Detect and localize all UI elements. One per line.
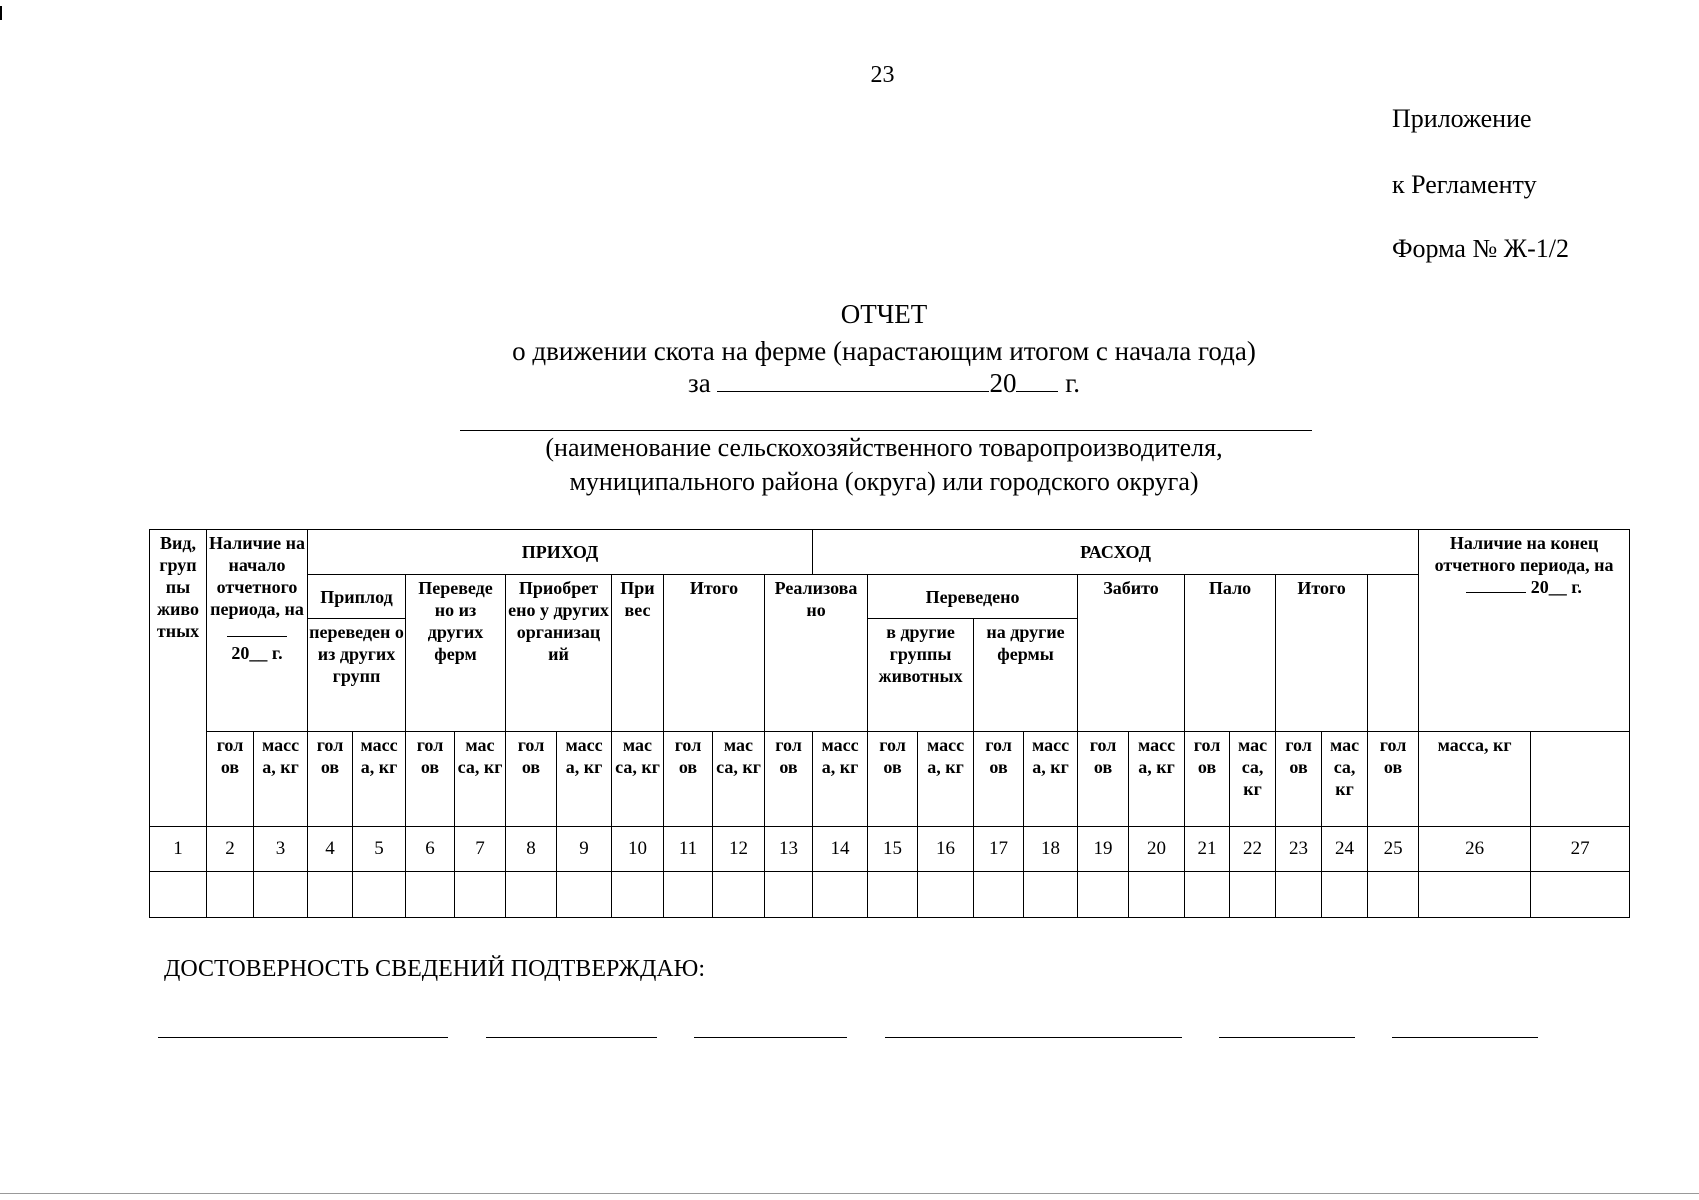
column-number: 22 xyxy=(1230,827,1276,872)
column-number-row xyxy=(150,827,1630,872)
unit-mass: мас са, кг xyxy=(1322,732,1368,827)
header-sold: Реализова но xyxy=(765,575,868,732)
unit-heads: гол ов xyxy=(868,732,918,827)
unit-heads: гол ов xyxy=(1078,732,1129,827)
column-number: 23 xyxy=(1276,827,1322,872)
producer-caption-line2: муниципального района (округа) или городского округа) xyxy=(569,467,1199,496)
empty-cell xyxy=(1078,872,1129,918)
column-number: 16 xyxy=(918,827,974,872)
empty-cell xyxy=(1276,872,1322,918)
empty-cell xyxy=(506,872,557,918)
unit-mass: мас са, кг xyxy=(455,732,506,827)
unit-heads: гол ов xyxy=(1185,732,1230,827)
table-row xyxy=(150,872,1630,918)
livestock-movement-table xyxy=(149,529,1630,918)
unit-mass: масс а, кг xyxy=(353,732,406,827)
empty-cell xyxy=(1024,872,1078,918)
report-subtitle: о движении скота на ферме (нарастающим итогом с начала года) xyxy=(512,336,1256,366)
scan-edge-mark xyxy=(0,6,2,20)
empty-cell xyxy=(1129,872,1185,918)
column-number: 25 xyxy=(1368,827,1419,872)
empty-cell xyxy=(1230,872,1276,918)
column-number: 12 xyxy=(713,827,765,872)
column-number: 26 xyxy=(1419,827,1531,872)
opening-year: 20__ г. xyxy=(231,643,283,663)
opening-date-blank xyxy=(227,620,287,637)
empty-cell xyxy=(664,872,713,918)
column-number: 1 xyxy=(150,827,207,872)
header-transferred-in: Переведе но из других ферм xyxy=(406,575,506,732)
column-number: 15 xyxy=(868,827,918,872)
report-period xyxy=(0,368,1699,399)
unit-heads: гол ов xyxy=(1276,732,1322,827)
column-number: 20 xyxy=(1129,827,1185,872)
unit-heads: гол ов xyxy=(664,732,713,827)
header-offspring: Приплод xyxy=(308,575,406,619)
page-number: 23 xyxy=(870,62,895,88)
closing-year: 20__ г. xyxy=(1530,577,1582,597)
header-expense-total: Итого xyxy=(1276,575,1368,732)
unit-mass: масс а, кг xyxy=(1024,732,1078,827)
unit-heads: гол ов xyxy=(765,732,813,827)
column-number: 24 xyxy=(1322,827,1368,872)
empty-cell xyxy=(1419,872,1531,918)
period-suffix: г. xyxy=(1065,368,1080,398)
unit-heads: гол ов xyxy=(506,732,557,827)
header-offspring-sub: переведен о из других групп xyxy=(308,619,406,732)
producer-name-line xyxy=(460,430,1312,431)
empty-cell xyxy=(207,872,254,918)
page-bottom-edge xyxy=(0,1193,1699,1194)
unit-mass: мас са, кг xyxy=(612,732,664,827)
unit-heads: гол ов xyxy=(1368,732,1419,827)
signature-line xyxy=(694,1037,847,1038)
unit-heads: гол ов xyxy=(308,732,353,827)
appendix-label: Приложение xyxy=(1392,104,1532,133)
header-purchased: Приобрет ено у других организац ий xyxy=(506,575,612,732)
column-number: 18 xyxy=(1024,827,1078,872)
header-species: Вид, груп пы живо тных xyxy=(150,530,207,827)
empty-cell xyxy=(557,872,612,918)
closing-label: Наличие на конец отчетного периода, на xyxy=(1434,533,1614,575)
empty-cell xyxy=(1322,872,1368,918)
unit-mass: масс а, кг xyxy=(557,732,612,827)
appendix-regulation: к Регламенту xyxy=(1392,170,1537,199)
period-blank xyxy=(717,369,989,392)
header-died: Пало xyxy=(1185,575,1276,732)
signature-line xyxy=(158,1037,448,1038)
column-number: 8 xyxy=(506,827,557,872)
column-number: 17 xyxy=(974,827,1024,872)
column-number: 3 xyxy=(254,827,308,872)
header-expense: РАСХОД xyxy=(813,530,1419,575)
column-number: 14 xyxy=(813,827,868,872)
header-transferred-out: Переведено xyxy=(868,575,1078,619)
signature-line xyxy=(1219,1037,1355,1038)
column-number: 6 xyxy=(406,827,455,872)
opening-label: Наличие на начало отчетного периода, на xyxy=(208,533,305,619)
header-to-other-farms: на другие фермы xyxy=(974,619,1078,732)
column-number: 13 xyxy=(765,827,813,872)
empty-cell xyxy=(150,872,207,918)
header-slaughtered: Забито xyxy=(1078,575,1185,732)
empty-cell xyxy=(455,872,506,918)
empty-cell xyxy=(406,872,455,918)
header-income: ПРИХОД xyxy=(308,530,813,575)
empty-cell xyxy=(1368,872,1419,918)
header-income-total: Итого xyxy=(664,575,765,732)
empty-cell xyxy=(612,872,664,918)
empty-cell xyxy=(813,872,868,918)
empty-cell xyxy=(713,872,765,918)
header-weight-gain: При вес xyxy=(612,575,664,732)
header-closing-balance xyxy=(1419,530,1630,732)
empty-cell xyxy=(918,872,974,918)
producer-caption-line1: (наименование сельскохозяйственного товаропроизводителя, xyxy=(545,433,1223,462)
unit-mass: масса, кг xyxy=(1419,732,1531,827)
confirmation-statement: ДОСТОВЕРНОСТЬ СВЕДЕНИЙ ПОДТВЕРЖДАЮ: xyxy=(164,956,706,982)
empty-cell xyxy=(1531,872,1630,918)
empty-cell xyxy=(308,872,353,918)
unit-mass: мас са, кг xyxy=(1230,732,1276,827)
period-year: 20 xyxy=(989,368,1017,398)
empty-cell xyxy=(1185,872,1230,918)
year-blank xyxy=(1016,369,1058,392)
form-number: Форма № Ж-1/2 xyxy=(1392,234,1569,263)
signature-line xyxy=(885,1037,1182,1038)
unit-mass: масс а, кг xyxy=(254,732,308,827)
empty-cell xyxy=(765,872,813,918)
column-number: 2 xyxy=(207,827,254,872)
column-number: 4 xyxy=(308,827,353,872)
column-number: 9 xyxy=(557,827,612,872)
column-number: 19 xyxy=(1078,827,1129,872)
column-number: 7 xyxy=(455,827,506,872)
header-to-other-groups: в другие группы животных xyxy=(868,619,974,732)
signature-line xyxy=(486,1037,657,1038)
report-title: ОТЧЕТ xyxy=(840,299,928,329)
unit-mass: мас са, кг xyxy=(713,732,765,827)
empty-cell xyxy=(974,872,1024,918)
column-number: 10 xyxy=(612,827,664,872)
column-number: 21 xyxy=(1185,827,1230,872)
column-number: 11 xyxy=(664,827,713,872)
unit-heads: гол ов xyxy=(207,732,254,827)
unit-mass: масс а, кг xyxy=(1129,732,1185,827)
empty-cell xyxy=(353,872,406,918)
unit-mass: масс а, кг xyxy=(813,732,868,827)
signature-line xyxy=(1392,1037,1538,1038)
empty-cell xyxy=(254,872,308,918)
column-number: 5 xyxy=(353,827,406,872)
column-number: 27 xyxy=(1531,827,1630,872)
unit-heads: гол ов xyxy=(974,732,1024,827)
unit-heads: гол ов xyxy=(406,732,455,827)
empty-cell xyxy=(868,872,918,918)
closing-date-blank xyxy=(1466,576,1526,593)
unit-mass: масс а, кг xyxy=(918,732,974,827)
header-opening-balance xyxy=(207,530,308,732)
period-prefix: за xyxy=(688,368,711,398)
